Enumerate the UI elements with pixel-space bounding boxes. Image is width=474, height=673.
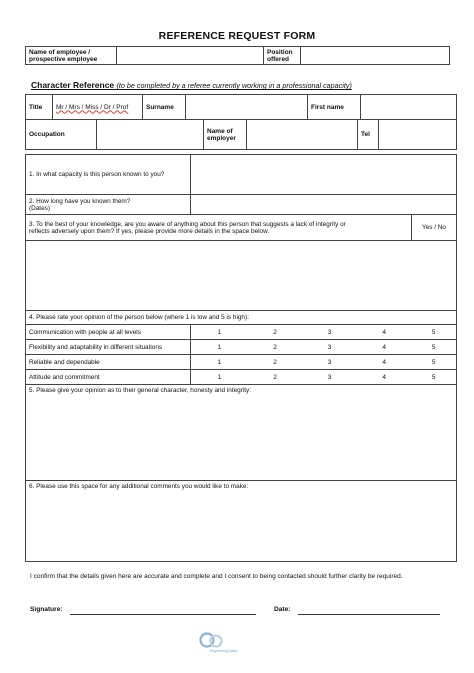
rating-row — [26, 355, 457, 370]
answer-1-field[interactable] — [191, 155, 457, 195]
rating-option[interactable]: 4 — [357, 340, 412, 355]
employee-name-label: Name of employee / prospective employee — [26, 47, 117, 65]
rating-option[interactable]: 5 — [411, 325, 456, 340]
first-name-field[interactable] — [361, 95, 457, 120]
question-6-field[interactable] — [26, 481, 457, 562]
surname-label: Surname — [143, 95, 186, 120]
yes-no-answer[interactable]: Yes / No — [412, 215, 457, 241]
declaration-text: I confirm that the details given here are accurate and complete and I consent to being contacted should further clarity be required. — [30, 573, 403, 580]
signature-label: Signature: — [30, 606, 63, 613]
position-label: Position offered — [264, 47, 301, 65]
rating-option[interactable]: 4 — [357, 325, 412, 340]
occupation-field[interactable] — [97, 120, 204, 150]
character-reference-note: (to be completed by a referee currently working in a professional capacity) — [116, 81, 352, 90]
rating-option[interactable]: 2 — [248, 340, 303, 355]
rating-option[interactable]: 2 — [248, 370, 303, 385]
rating-row — [26, 370, 457, 385]
question-3: 3. To the best of your knowledge, are you aware of anything about this person that suggests a lack of integrity or reflects adversely upon them? If yes, please provide more details in the space below. — [26, 215, 412, 241]
rating-option[interactable]: 2 — [248, 325, 303, 340]
rating-row — [26, 325, 457, 340]
employer-label: Name of employer — [204, 120, 247, 150]
employee-table — [25, 46, 450, 65]
answer-2-field[interactable] — [191, 195, 457, 215]
rating-option[interactable]: 3 — [302, 370, 357, 385]
question-6: 6. Please use this space for any additional comments you would like to make: — [29, 483, 249, 490]
referee-details-table — [25, 94, 457, 120]
logo-text: RegisteringQuality — [210, 649, 238, 653]
date-label: Date: — [274, 606, 291, 613]
form-title: REFERENCE REQUEST FORM — [158, 30, 316, 42]
question-2: 2. How long have you known them? (Dates) — [26, 195, 191, 215]
question-5-field[interactable] — [26, 385, 457, 481]
question-4: 4. Please rate your opinion of the person below (where 1 is low and 5 is high): — [26, 311, 457, 325]
rating-option[interactable]: 5 — [411, 340, 456, 355]
rating-option[interactable]: 5 — [411, 355, 456, 370]
rating-label: Communication with people at all levels — [26, 325, 191, 340]
referee-occupation-table — [25, 119, 457, 150]
title-label: Title — [26, 95, 53, 120]
first-name-label: First name — [308, 95, 361, 120]
rating-label: Flexibility and adaptability in different situations — [26, 340, 191, 355]
rating-option[interactable]: 1 — [191, 370, 248, 385]
rating-option[interactable]: 3 — [302, 325, 357, 340]
tel-field[interactable] — [379, 120, 457, 150]
employee-name-field[interactable] — [117, 47, 264, 65]
rating-option[interactable]: 1 — [191, 340, 248, 355]
tel-label: Tel — [358, 120, 379, 150]
rating-row — [26, 340, 457, 355]
rating-option[interactable]: 5 — [411, 370, 456, 385]
answer-3-details-field[interactable] — [26, 241, 457, 311]
character-reference-heading: Character Reference (to be completed by a referee currently working in a professional capacity) — [31, 80, 352, 90]
rating-option[interactable]: 1 — [191, 355, 248, 370]
rating-option[interactable]: 4 — [357, 370, 412, 385]
rating-option[interactable]: 3 — [302, 340, 357, 355]
rating-option[interactable]: 3 — [302, 355, 357, 370]
position-field[interactable] — [301, 47, 450, 65]
surname-field[interactable] — [186, 95, 308, 120]
employer-field[interactable] — [247, 120, 358, 150]
questions-table — [25, 154, 457, 562]
rating-option[interactable]: 1 — [191, 325, 248, 340]
occupation-label: Occupation — [26, 120, 97, 150]
signature-line[interactable] — [70, 614, 256, 615]
rating-label: Attitude and commitment — [26, 370, 191, 385]
question-1: 1. In what capacity is this person known to you? — [26, 155, 191, 195]
question-5: 5. Please give your opinion as to their general character, honesty and integrity: — [29, 387, 252, 394]
rating-option[interactable]: 2 — [248, 355, 303, 370]
date-line[interactable] — [298, 614, 440, 615]
title-options[interactable]: Mr / Mrs / Miss / Dr / Prof — [53, 95, 143, 120]
rating-label: Reliable and dependable — [26, 355, 191, 370]
rating-option[interactable]: 4 — [357, 355, 412, 370]
